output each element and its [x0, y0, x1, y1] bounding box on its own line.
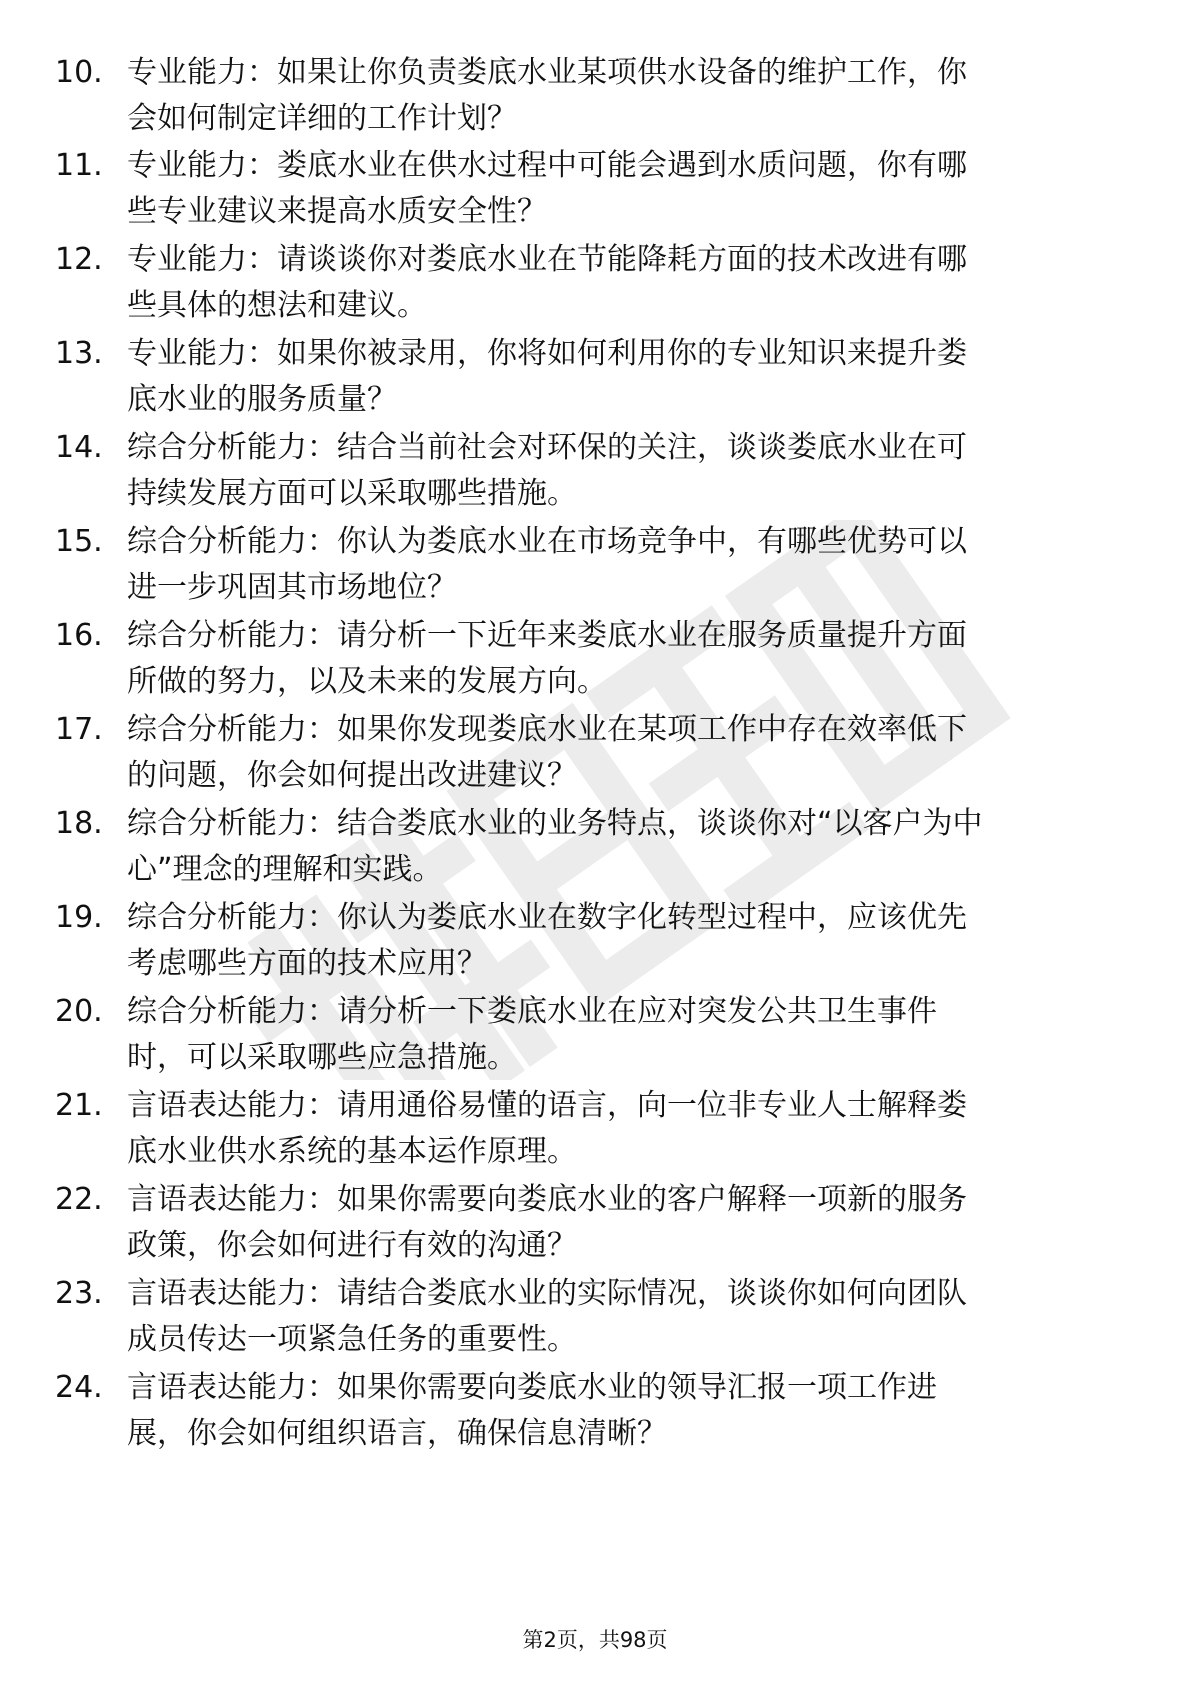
- question-text-line1: 综合分析能力：结合娄底水业的业务特点，谈谈你对“以客户为中: [127, 806, 983, 841]
- question-number: 13.: [55, 336, 103, 371]
- question-number: 24.: [55, 1370, 103, 1405]
- question-text-line1: 综合分析能力：如果你发现娄底水业在某项工作中存在效率低下: [127, 712, 967, 747]
- question-text-line1: 综合分析能力：你认为娄底水业在数字化转型过程中，应该优先: [127, 900, 967, 935]
- question-number: 20.: [55, 994, 103, 1029]
- question-item-10: [0, 50, 1190, 150]
- question-text-line2: 政策，你会如何进行有效的沟通？: [127, 1228, 577, 1263]
- question-text-line1: 综合分析能力：请分析一下娄底水业在应对突发公共卫生事件: [127, 994, 937, 1029]
- question-text-line1: 言语表达能力：请结合娄底水业的实际情况，谈谈你如何向团队: [127, 1276, 967, 1311]
- question-item-17: [0, 707, 1190, 807]
- question-number: 15.: [55, 524, 103, 559]
- question-text-line1: 言语表达能力：如果你需要向娄底水业的领导汇报一项工作进: [127, 1370, 937, 1405]
- question-number: 14.: [55, 430, 103, 465]
- question-item-14: [0, 425, 1190, 525]
- question-item-12: [0, 237, 1190, 337]
- question-text-line2: 些具体的想法和建议。: [127, 288, 427, 323]
- question-text-line1: 综合分析能力：你认为娄底水业在市场竞争中，有哪些优势可以: [127, 524, 967, 559]
- question-number: 12.: [55, 242, 103, 277]
- question-item-22: [0, 1177, 1190, 1277]
- question-item-15: [0, 519, 1190, 619]
- question-number: 18.: [55, 806, 103, 841]
- question-item-24: [0, 1365, 1190, 1465]
- question-text-line2: 会如何制定详细的工作计划？: [127, 101, 517, 136]
- question-item-21: [0, 1083, 1190, 1183]
- question-text-line1: 专业能力：请谈谈你对娄底水业在节能降耗方面的技术改进有哪: [127, 242, 967, 277]
- question-text-line1: 综合分析能力：请分析一下近年来娄底水业在服务质量提升方面: [127, 618, 967, 653]
- question-text-line1: 言语表达能力：如果你需要向娄底水业的客户解释一项新的服务: [127, 1182, 967, 1217]
- question-text-line1: 综合分析能力：结合当前社会对环保的关注，谈谈娄底水业在可: [127, 430, 967, 465]
- question-text-line2: 底水业的服务质量？: [127, 382, 397, 417]
- question-number: 22.: [55, 1182, 103, 1217]
- question-item-20: [0, 989, 1190, 1089]
- question-item-18: [0, 801, 1190, 901]
- question-text-line1: 专业能力：如果你被录用，你将如何利用你的专业知识来提升娄: [127, 336, 967, 371]
- question-item-16: [0, 613, 1190, 713]
- page-number-footer: 第2页，共98页: [522, 1628, 668, 1652]
- question-text-line2: 底水业供水系统的基本运作原理。: [127, 1134, 577, 1169]
- question-text-line2: 展，你会如何组织语言，确保信息清晰？: [127, 1416, 667, 1451]
- question-item-13: [0, 331, 1190, 431]
- question-item-23: [0, 1271, 1190, 1371]
- question-text-line2: 时，可以采取哪些应急措施。: [127, 1040, 517, 1075]
- question-text-line2: 的问题，你会如何提出改进建议？: [127, 758, 577, 793]
- question-text-line1: 言语表达能力：请用通俗易懂的语言，向一位非专业人士解释娄: [127, 1088, 967, 1123]
- question-text-line2: 进一步巩固其市场地位？: [127, 570, 457, 605]
- question-text-line2: 成员传达一项紧急任务的重要性。: [127, 1322, 577, 1357]
- question-item-11: [0, 143, 1190, 243]
- question-text-line1: 专业能力：娄底水业在供水过程中可能会遇到水质问题，你有哪: [127, 148, 967, 183]
- question-number: 23.: [55, 1276, 103, 1311]
- question-text-line2: 心”理念的理解和实践。: [127, 852, 443, 887]
- question-number: 21.: [55, 1088, 103, 1123]
- question-number: 10.: [55, 55, 103, 90]
- question-number: 17.: [55, 712, 103, 747]
- question-number: 11.: [55, 148, 103, 183]
- question-number: 19.: [55, 900, 103, 935]
- question-text-line2: 所做的努力，以及未来的发展方向。: [127, 664, 607, 699]
- question-item-19: [0, 895, 1190, 995]
- question-text-line2: 持续发展方面可以采取哪些措施。: [127, 476, 577, 511]
- question-text-line2: 考虑哪些方面的技术应用？: [127, 946, 487, 981]
- question-text-line1: 专业能力：如果让你负责娄底水业某项供水设备的维护工作，你: [127, 55, 967, 90]
- question-number: 16.: [55, 618, 103, 653]
- question-text-line2: 些专业建议来提高水质安全性？: [127, 194, 547, 229]
